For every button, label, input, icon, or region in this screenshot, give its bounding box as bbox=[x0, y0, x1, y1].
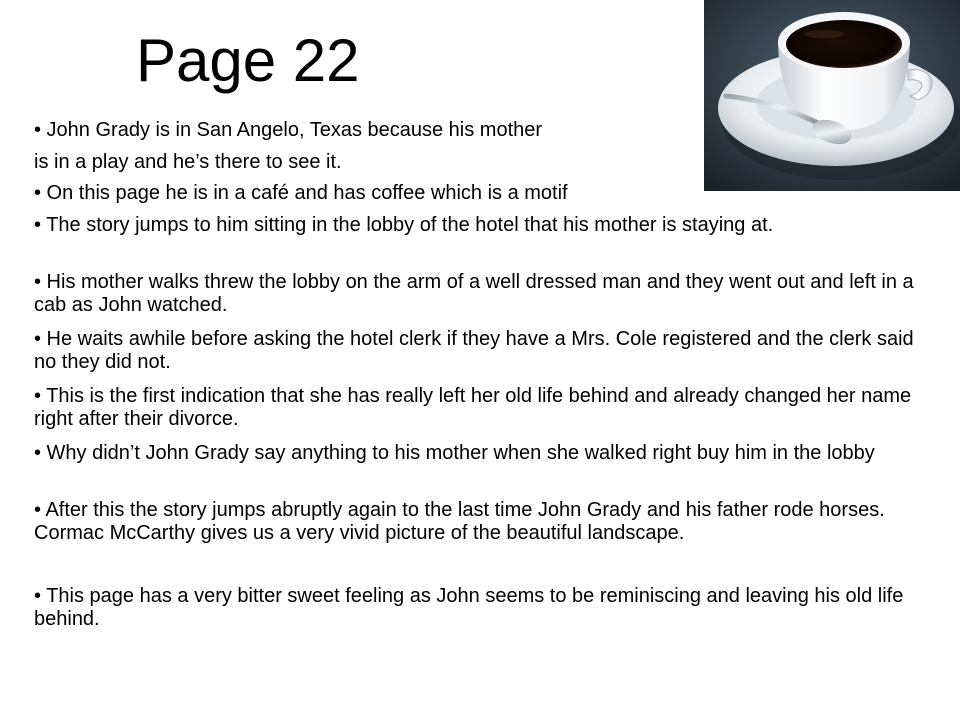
bullet-text: • This page has a very bitter sweet feeling as John seems to be reminiscing and leaving his old life behind. bbox=[34, 585, 904, 630]
bullet-text: • He waits awhile before asking the hotel clerk if they have a Mrs. Cole registered and the clerk said no they did not. bbox=[34, 328, 914, 373]
bullet-text: • On this page he is in a café and has coffee which is a motif bbox=[34, 182, 568, 204]
bullet-text: • This is the first indication that she has really left her old life behind and already changed her name right after their divorce. bbox=[34, 385, 912, 430]
bullet-text: • The story jumps to him sitting in the lobby of the hotel that his mother is staying at. bbox=[34, 214, 774, 236]
coffee-cup-photo bbox=[704, 0, 960, 191]
bullet-text: • After this the story jumps abruptly again to the last time John Grady and his father rode horses. Cormac McCarthy gives us a very vivid picture of the beautiful landscape. bbox=[34, 499, 885, 544]
bullet-text: • His mother walks threw the lobby on the arm of a well dressed man and they went out and left in a cab as John watched. bbox=[34, 271, 914, 316]
bullet-text: • Why didn’t John Grady say anything to his mother when she walked right buy him in the lobby bbox=[34, 442, 875, 464]
bullet-text: • John Grady is in San Angelo, Texas because his mother bbox=[34, 119, 543, 141]
bullet-text: is in a play and he’s there to see it. bbox=[34, 151, 342, 173]
slide-title: Page 22 bbox=[136, 27, 360, 94]
